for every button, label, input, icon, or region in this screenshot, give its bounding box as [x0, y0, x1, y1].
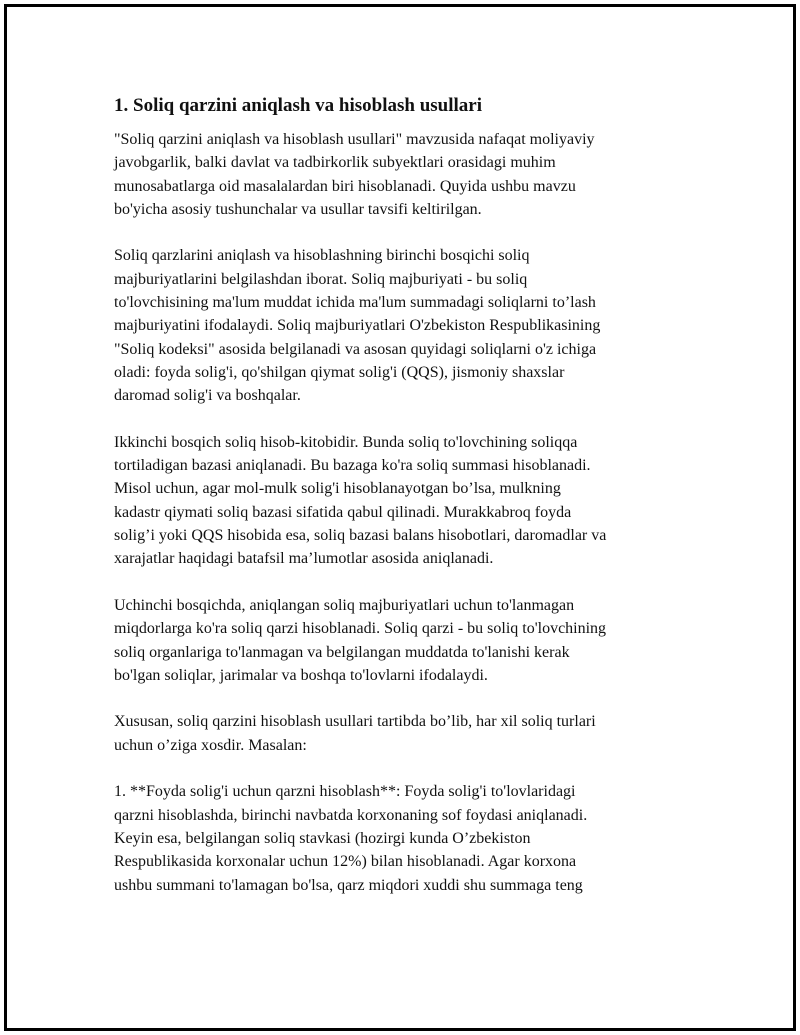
document-body: [114, 94, 694, 920]
paragraph-stage-three: Uchinchi bosqichda, aniqlangan soliq majburiyatlari uchun to'lanmagan miqdorlarga ko'ra soliq qarzi hisoblanadi. Soliq qarzi - bu soliq to'lovchining soliq organlariga to'lanmagan va belgilangan muddatda to'lanishi kerak bo'lgan soliqlar, jarimalar va boshqa to'lovlarni ifodalaydi.: [114, 596, 607, 684]
paragraph-methods: Xususan, soliq qarzini hisoblash usullari tartibda bo’lib, har xil soliq turlari uchun o’ziga xosdir. Masalan:: [114, 713, 596, 754]
paragraph-stage-two: Ikkinchi bosqich soliq hisob-kitobidir. Bunda soliq to'lovchining soliqqa tortiladigan bazasi aniqlanadi. Bu bazaga ko'ra soliq summasi hisoblanadi. Misol uchun, agar mol-mulk solig'i hisoblanayotgan bo’lsa, mulkning kadastr qiymati soliq bazasi sifatida qabul qilinadi. Murakkabroq foyda solig’i yoki QQS hisobida esa, soliq bazasi balans hisobotlari, daromadlar va xarajatlar haqidagi batafsil ma’lumotlar asosida aniqlanadi.: [114, 433, 607, 568]
paragraph-profit-tax: 1. **Foyda solig'i uchun qarzni hisoblash**: Foyda solig'i to'lovlaridagi qarzni hisoblashda, birinchi navbatda korxonaning sof foydasi aniqlanadi. Keyin esa, belgilangan soliq stavkasi (hozirgi kunda O’zbekiston Respublikasida korxonalar uchun 12%) bilan hisoblanadi. Agar korxona ushbu summani to'lamagan bo'lsa, qarz miqdori xuddi shu summaga teng: [114, 783, 588, 894]
section-heading: 1. Soliq qarzini aniqlash va hisoblash usullari: [114, 95, 482, 116]
paragraph-stage-one: Soliq qarzlarini aniqlash va hisoblashning birinchi bosqichi soliq majburiyatlarini belgilashdan iborat. Soliq majburiyati - bu soliq to'lovchisining ma'lum muddat ichida ma'lum summadagi soliqlarni to’lash majburiyatini ifodalaydi. Soliq majburiyatlari O'zbekiston Respublikasining "Soliq kodeksi" asosida belgilanadi va asosan quyidagi soliqlarni o'z ichiga oladi: foyda solig'i, qo'shilgan qiymat solig'i (QQS), jismoniy shaxslar daromad solig'i va boshqalar.: [114, 247, 601, 405]
paragraph-intro: "Soliq qarzini aniqlash va hisoblash usullari" mavzusida nafaqat moliyaviy javobgarlik, balki davlat va tadbirkorlik subyektlari orasidagi muhim munosabatlarga oid masalalardan biri hisoblanadi. Quyida ushbu mavzu bo'yicha asosiy tushunchalar va usullar tavsifi keltirilgan.: [114, 131, 595, 218]
